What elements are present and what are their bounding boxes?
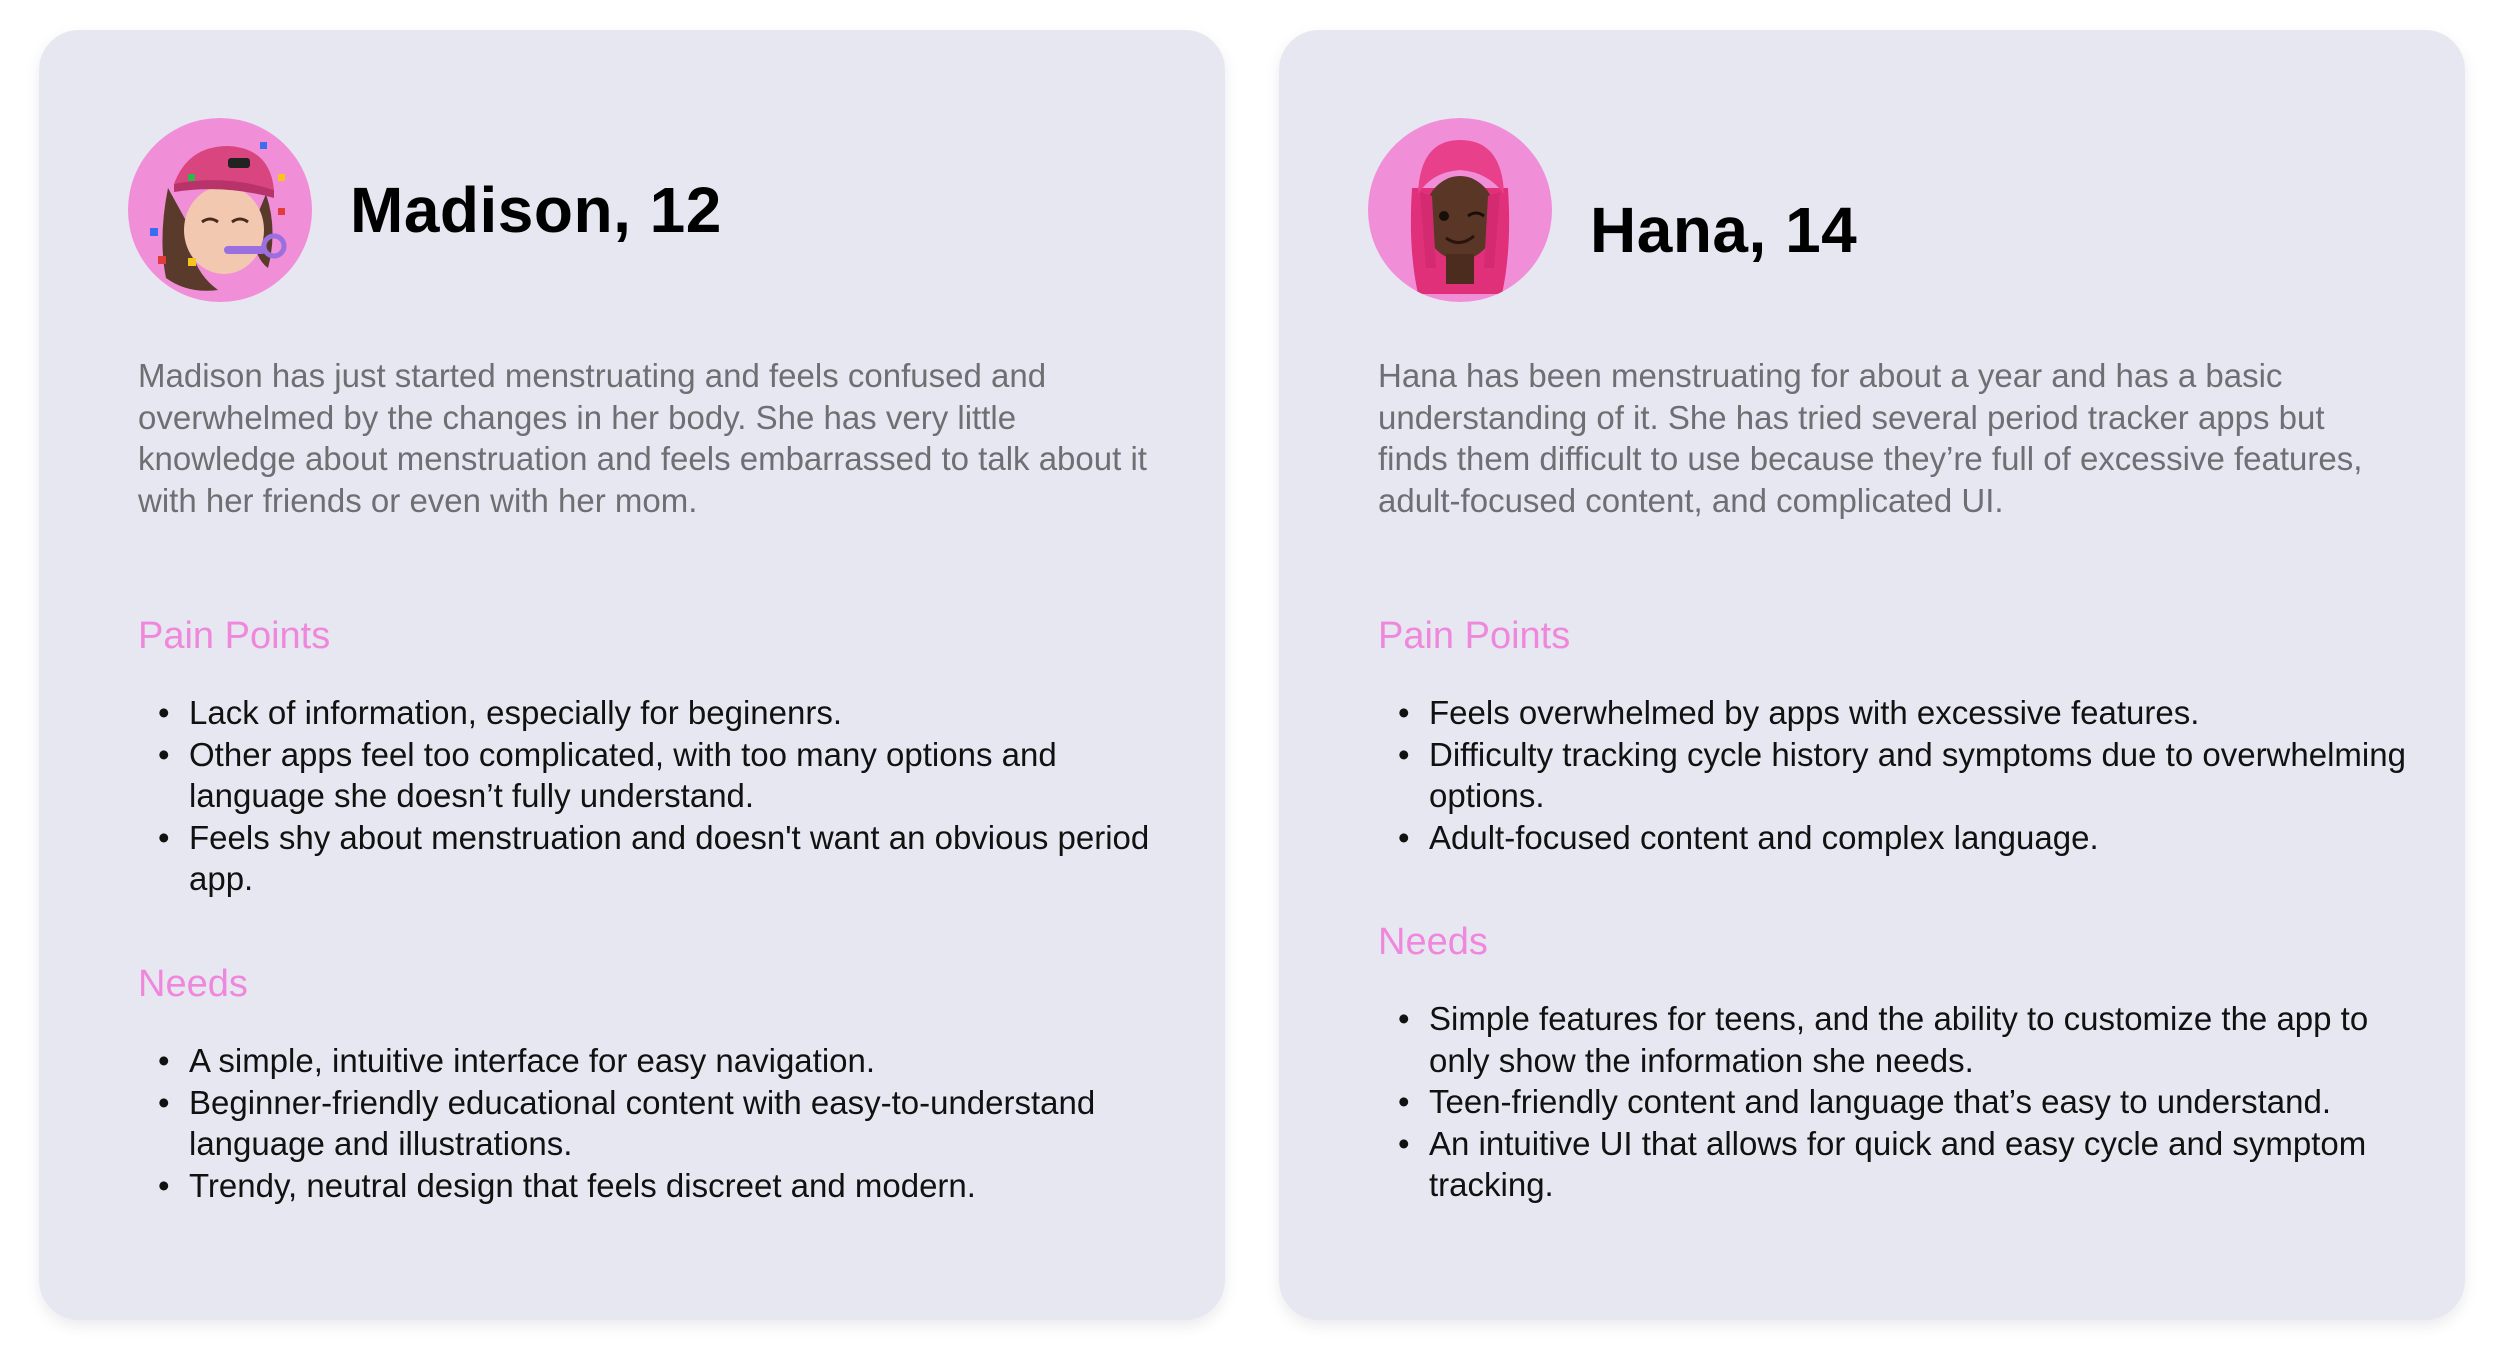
- list-item: [1378, 998, 2408, 1081]
- list-item-text: Lack of information, especially for beginenrs.: [189, 694, 843, 731]
- bullet-icon: •: [1398, 1083, 1410, 1120]
- list-item: [138, 817, 1168, 900]
- bullet-icon: •: [1398, 694, 1410, 731]
- list-item-text: Other apps feel too complicated, with too many options and language she doesn’t fully understand.: [189, 735, 1057, 814]
- list-item: [1378, 734, 2408, 817]
- bullet-icon: •: [158, 1042, 170, 1079]
- bullet-icon: •: [158, 1083, 170, 1121]
- list-item-text: Teen-friendly content and language that’s easy to understand.: [1429, 1083, 2332, 1120]
- list-item-text: Feels overwhelmed by apps with excessive features.: [1429, 694, 2200, 731]
- list-item-text: A simple, intuitive interface for easy navigation.: [189, 1042, 876, 1079]
- persona-description: Hana has been menstruating for about a year and has a basic understanding of it. She has tried several period tracker apps but finds them difficult to use because they’re full of excessive features, adult-focused content, and complicated UI.: [1378, 357, 2363, 519]
- list-item-text: Simple features for teens, and the ability to customize the app to only show the information she needs.: [1429, 1000, 2369, 1079]
- needs-heading: Needs: [1378, 921, 1488, 963]
- list-item-text: Difficulty tracking cycle history and symptoms due to overwhelming options.: [1429, 735, 2406, 814]
- needs-list: [1378, 998, 2408, 1206]
- list-item-text: Trendy, neutral design that feels discreet and modern.: [189, 1166, 976, 1204]
- bullet-icon: •: [1398, 818, 1410, 856]
- list-item: [1378, 1123, 2408, 1206]
- list-item: [138, 692, 1168, 734]
- list-item-text: Adult-focused content and complex language.: [1429, 818, 2099, 856]
- persona-name: Madison, 12: [350, 174, 722, 246]
- bullet-icon: •: [1398, 735, 1410, 773]
- list-item: [138, 734, 1168, 817]
- list-item: [138, 1040, 1168, 1082]
- bullet-icon: •: [158, 694, 170, 731]
- list-item: [138, 1165, 1168, 1207]
- list-item: [138, 1082, 1168, 1165]
- persona-name: Hana, 14: [1590, 194, 1858, 266]
- bullet-icon: •: [158, 735, 170, 773]
- needs-list: [138, 1040, 1168, 1206]
- list-item: [1378, 692, 2408, 734]
- pain-points-list: [1378, 692, 2408, 858]
- memoji-party-blower-avatar-icon: [128, 118, 312, 302]
- list-item: [1378, 1081, 2408, 1123]
- needs-heading: Needs: [138, 963, 248, 1005]
- list-item-text: An intuitive UI that allows for quick and easy cycle and symptom tracking.: [1429, 1124, 2367, 1203]
- persona-description: Madison has just started menstruating and feels confused and overwhelmed by the changes in her body. She has very little knowledge about menstruation and feels embarrassed to talk about it with her friends or even with her mom.: [138, 357, 1147, 519]
- list-item-text: Feels shy about menstruation and doesn't want an obvious period app.: [189, 818, 1150, 897]
- pain-points-heading: Pain Points: [1378, 615, 1571, 657]
- persona-card-hana: [1279, 30, 2465, 1320]
- bullet-icon: •: [1398, 1000, 1410, 1037]
- memoji-winking-pink-hair-avatar-icon: [1368, 118, 1552, 302]
- pain-points-heading: Pain Points: [138, 615, 331, 657]
- pain-points-list: [138, 692, 1168, 900]
- list-item: [1378, 817, 2408, 859]
- persona-card-madison: [39, 30, 1225, 1320]
- list-item-text: Beginner-friendly educational content with easy-to-understand language and illustrations.: [189, 1083, 1096, 1162]
- bullet-icon: •: [1398, 1124, 1410, 1162]
- bullet-icon: •: [158, 1166, 170, 1204]
- bullet-icon: •: [158, 818, 170, 856]
